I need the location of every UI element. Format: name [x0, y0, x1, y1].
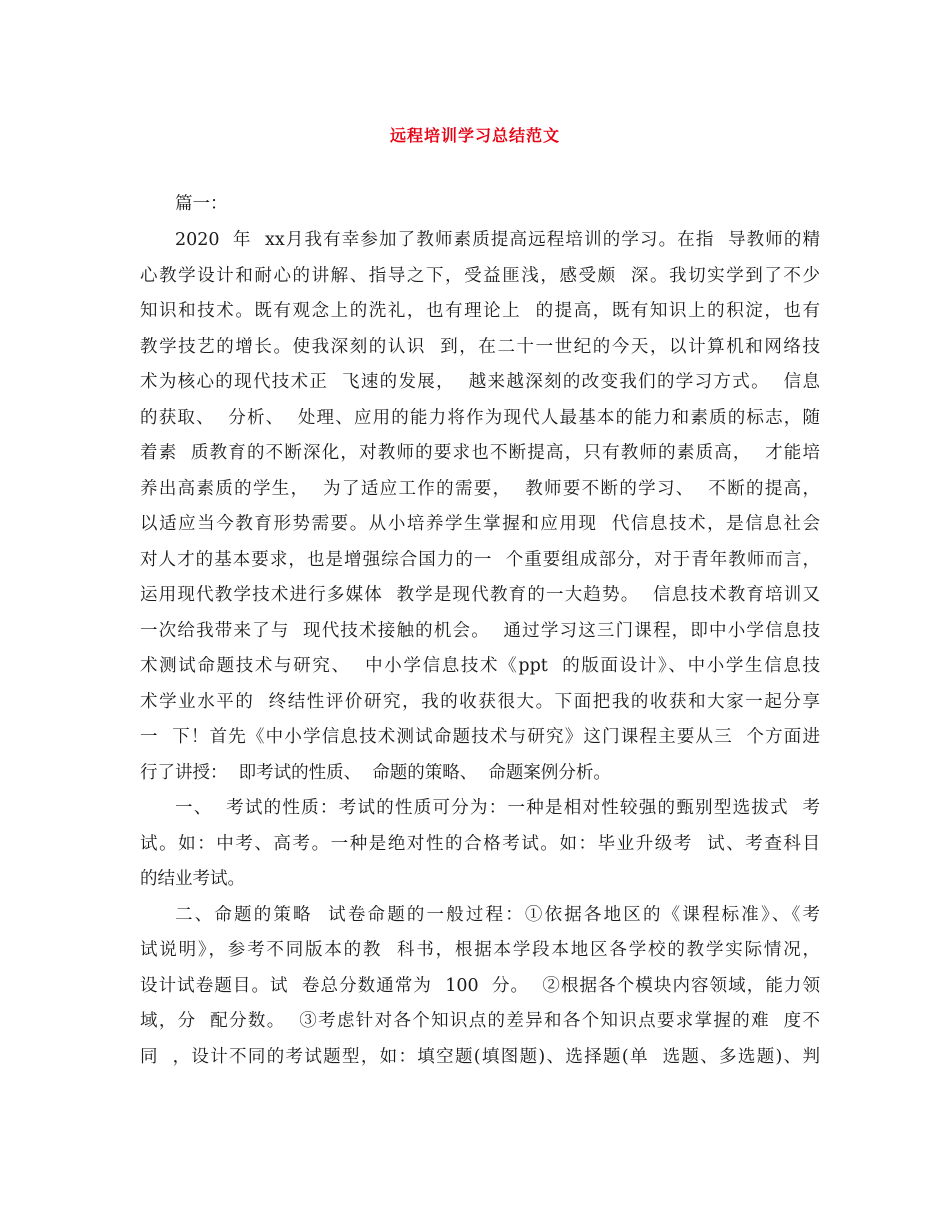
- paragraph-line: 的结业考试。: [140, 869, 245, 889]
- paragraph-line: 同 ，设计不同的考试题型，如：填空题(填图题)、选择题(单 选题、多选题)、判: [140, 1047, 820, 1067]
- paragraph-line: 域，分 配分数。 ③考虑针对各个知识点的差异和各个知识点要求掌握的难 度不: [140, 1011, 820, 1031]
- paragraph-line: 一 下！首先《中小学信息技术测试命题技术与研究》这门课程主要从三 个方面进: [140, 727, 820, 747]
- section-heading: 篇一：: [175, 194, 228, 214]
- paragraph-line: 养出高素质的学生， 为了适应工作的需要， 教师要不断的学习、 不断的提高，: [140, 479, 820, 499]
- paragraph-line: 二、命题的策略 试卷命题的一般过程：①依据各地区的《课程标准》、《考: [175, 905, 820, 925]
- paragraph-line: 2020 年 xx月我有幸参加了教师素质提高远程培训的学习。在指 导教师的精: [175, 230, 820, 250]
- paragraph-line: 运用现代教学技术进行多媒体 教学是现代教育的一大趋势。 信息技术教育培训又: [140, 585, 820, 605]
- paragraph-line: 行了讲授： 即考试的性质、 命题的策略、 命题案例分析。: [140, 763, 611, 783]
- paragraph-line: 知识和技术。既有观念上的洗礼，也有理论上 的提高，既有知识上的积淀，也有: [140, 301, 820, 321]
- paragraph-line: 对人才的基本要求，也是增强综合国力的一 个重要组成部分，对于青年教师而言，: [140, 550, 820, 570]
- paragraph-line: 试。如：中考、高考。一种是绝对性的合格考试。如：毕业升级考 试、考查科目: [140, 834, 820, 854]
- paragraph-line: 的获取、 分析、 处理、应用的能力将作为现代人最基本的能力和素质的标志，随: [140, 408, 820, 428]
- paragraph-line: 一、 考试的性质：考试的性质可分为：一种是相对性较强的甄别型选拔式 考: [175, 798, 820, 818]
- paragraph-line: 术测试命题技术与研究、 中小学信息技术《ppt 的版面设计》、中小学生信息技: [140, 656, 820, 676]
- document-title: 远程培训学习总结范文: [389, 126, 560, 145]
- paragraph-line: 一次给我带来了与 现代技术接触的机会。 通过学习这三门课程，即中小学信息技: [140, 621, 820, 641]
- paragraph-line: 设计试卷题目。试 卷总分数通常为 100 分。 ②根据各个模块内容领域，能力领: [140, 976, 820, 996]
- paragraph-line: 试说明》，参考不同版本的教 科书，根据本学段本地区各学校的教学实际情况，: [140, 940, 820, 960]
- paragraph-line: 着素 质教育的不断深化，对教师的要求也不断提高，只有教师的素质高， 才能培: [140, 443, 820, 463]
- paragraph-line: 教学技艺的增长。使我深刻的认识 到，在二十一世纪的今天，以计算机和网络技: [140, 337, 820, 357]
- paragraph-line: 术为核心的现代技术正 飞速的发展， 越来越深刻的改变我们的学习方式。 信息: [140, 372, 820, 392]
- paragraph-line: 心教学设计和耐心的讲解、指导之下，受益匪浅，感受颇 深。我切实学到了不少: [140, 266, 820, 286]
- paragraph-line: 术学业水平的 终结性评价研究，我的收获很大。下面把我的收获和大家一起分享: [140, 692, 820, 712]
- paragraph-line: 以适应当今教育形势需要。从小培养学生掌握和应用现 代信息技术，是信息社会: [140, 514, 820, 534]
